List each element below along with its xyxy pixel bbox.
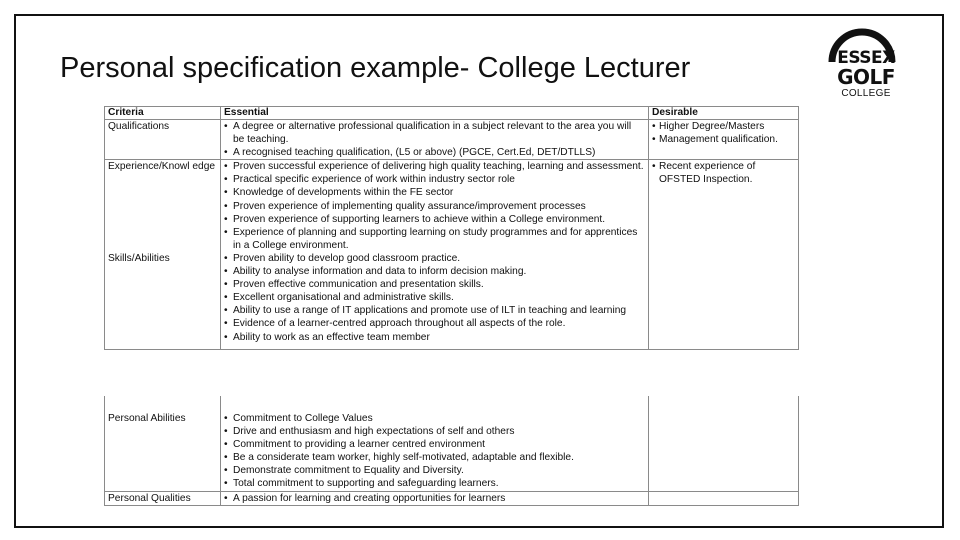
table-row-personal-qualities <box>105 491 799 505</box>
desirable-personal-qualities <box>649 491 799 505</box>
list-item: • Commitment to College Values <box>224 412 645 425</box>
list-item: • Practical specific experience of work within industry sector role <box>224 173 645 186</box>
list-item: • Proven effective communication and presentation skills. <box>224 278 645 291</box>
list-item: • Proven ability to develop good classroom practice. <box>224 252 645 265</box>
list-item: • A passion for learning and creating opportunities for learners <box>224 492 645 505</box>
spec-table-personal <box>104 396 799 506</box>
essential-personal-qualities <box>221 491 649 505</box>
list-item: • Proven experience of implementing quality assurance/improvement processes <box>224 200 645 213</box>
list-item: • Demonstrate commitment to Equality and Diversity. <box>224 464 645 477</box>
desirable-experience <box>649 160 799 349</box>
essential-experience <box>221 160 649 349</box>
list-item: • Evidence of a learner-centred approach throughout all aspects of the role. <box>224 317 645 330</box>
list-item: • Commitment to providing a learner centred environment <box>224 438 645 451</box>
list-item: • Higher Degree/Masters <box>652 120 795 133</box>
list-item: • A degree or alternative professional qualification in a subject relevant to the area you will be teaching. <box>224 120 645 146</box>
list-item: • Proven successful experience of delivering high quality teaching, learning and assessment. <box>224 160 645 173</box>
list-item: • Be a considerate team worker, highly self-motivated, adaptable and flexible. <box>224 451 645 464</box>
header-essential: Essential <box>221 107 649 120</box>
list-item: • Ability to work as an effective team member <box>224 331 645 344</box>
logo-word-golf: GOLF <box>837 65 895 89</box>
table-row-experience <box>105 160 799 349</box>
table-row-personal-abilities <box>105 396 799 491</box>
desirable-qualifications <box>649 120 799 160</box>
list-item: • Proven experience of supporting learners to achieve within a College environment. <box>224 213 645 226</box>
logo-word-essex: ESSEX <box>837 48 895 68</box>
list-item: • Excellent organisational and administrative skills. <box>224 291 645 304</box>
essex-golf-college-logo <box>822 26 902 108</box>
criteria-personal-abilities: Personal Abilities <box>105 396 221 491</box>
criteria-qualifications: Qualifications <box>105 120 221 160</box>
list-item: • Drive and enthusiasm and high expectations of self and others <box>224 425 645 438</box>
logo-word-college: COLLEGE <box>841 88 891 99</box>
criteria-skills-label: Skills/Abilities <box>108 253 170 265</box>
criteria-experience-label: Experience/Knowl edge <box>108 161 216 173</box>
table-row-qualifications <box>105 120 799 160</box>
list-item: • Knowledge of developments within the FE sector <box>224 186 645 199</box>
list-item: • Recent experience of OFSTED Inspection. <box>652 160 795 186</box>
criteria-experience <box>105 160 221 349</box>
header-criteria: Criteria <box>105 107 221 120</box>
table-header-row <box>105 107 799 120</box>
spec-table-main <box>104 106 799 350</box>
criteria-personal-qualities: Personal Qualities <box>105 491 221 505</box>
list-item: • A recognised teaching qualification, (L5 or above) (PGCE, Cert.Ed, DET/DTLLS) <box>224 146 645 159</box>
list-item: • Experience of planning and supporting learning on study programmes and for apprentices in a College environment. <box>224 226 645 252</box>
desirable-personal-abilities <box>649 396 799 491</box>
essential-personal-abilities <box>221 396 649 491</box>
list-item: • Total commitment to supporting and safeguarding learners. <box>224 477 645 490</box>
slide-title: Personal specification example- College Lecturer <box>60 52 691 84</box>
list-item: • Management qualification. <box>652 133 795 146</box>
list-item: • Ability to analyse information and data to inform decision making. <box>224 265 645 278</box>
list-item: • Ability to use a range of IT applications and promote use of ILT in teaching and learning <box>224 304 645 317</box>
header-desirable: Desirable <box>649 107 799 120</box>
essential-qualifications <box>221 120 649 160</box>
